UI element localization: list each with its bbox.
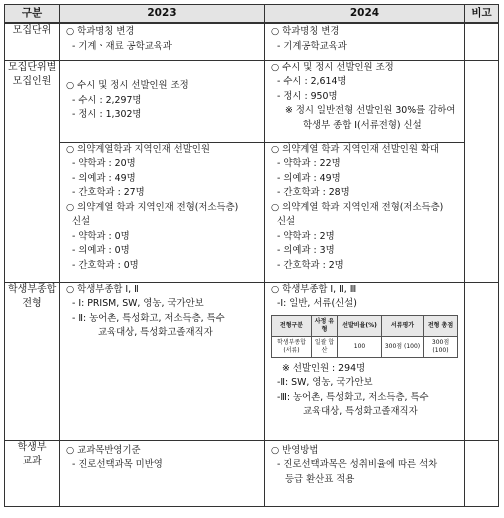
text-line: - 약학과 : 22명 — [277, 158, 341, 169]
category-label: 전형 — [22, 297, 42, 309]
text-line: 등급 환산표 적용 — [285, 473, 355, 485]
text-line: ○ 학과명칭 변경 — [66, 26, 135, 37]
subtable-header: 선발비율(%) — [338, 315, 382, 336]
remarks-cell — [465, 282, 499, 440]
text-line: ○ 의약계열학과 지역인재 선발인원 — [66, 143, 210, 155]
text-line: 신설 — [72, 216, 91, 227]
selection-subtable — [271, 315, 458, 358]
text-line: - 약학과 : 20명 — [72, 158, 136, 169]
text-line: ○ 수시 및 정시 선발인원 조정 — [271, 61, 394, 73]
table-row-unit — [5, 23, 499, 60]
remarks-cell — [465, 23, 499, 60]
text-line: ○ 학생부종합 Ⅰ, Ⅱ — [66, 283, 139, 295]
text-line: 교육대상, 특성화고졸재직자 — [98, 327, 213, 338]
text-line: - 간호학과 : 28명 — [277, 187, 350, 198]
subtable-cell: 300점 (100) — [424, 336, 458, 357]
text-line: - 약학과 : 2명 — [277, 230, 335, 242]
text-line: - 약학과 : 0명 — [72, 230, 130, 242]
cell-2023 — [60, 440, 265, 506]
subtable-cell: 일괄 합산 — [312, 336, 338, 357]
cell-2024 — [265, 60, 465, 142]
text-line: ○ 학생부종합 Ⅰ, Ⅱ, Ⅲ — [271, 283, 357, 295]
text-line: - 수시 : 2,614명 — [277, 76, 347, 87]
text-line: ○ 의약계열 학과 지역인재 전형(저소득층) — [271, 201, 444, 213]
text-line: - 의예과 : 49명 — [277, 172, 341, 184]
cell-2024 — [265, 23, 465, 60]
text-line: ※ 정시 일반전형 선발인원 30%를 감하여 — [285, 105, 456, 116]
cell-2023 — [60, 282, 265, 440]
text-line: - 기계ㆍ재료 공학교육과 — [72, 40, 172, 52]
table-row-subjects — [5, 440, 499, 506]
comparison-table — [4, 4, 499, 507]
text-line: - Ⅱ: 농어촌, 특성화고, 저소득층, 특수 — [72, 312, 225, 324]
text-line: -Ⅲ: 농어촌, 특성화고, 저소득층, 특수 — [277, 391, 429, 403]
text-line: - 간호학과 : 27명 — [72, 187, 145, 198]
subtable-header: 서류평가 — [382, 315, 424, 336]
subtable-cell: 100 — [338, 336, 382, 357]
header-2023: 2023 — [60, 5, 265, 24]
remarks-cell — [465, 60, 499, 282]
text-line: - 진로선택과목 미반영 — [72, 459, 163, 470]
text-line: - Ⅰ: PRISM, SW, 영농, 국가안보 — [72, 298, 204, 309]
cell-2024 — [265, 282, 465, 440]
cell-2023 — [60, 142, 265, 282]
category-label: 학생부종합 — [8, 283, 57, 295]
category-cell — [5, 282, 60, 440]
subtable-cell: 300점 (100) — [382, 336, 424, 357]
text-line: 신설 — [277, 216, 296, 227]
category-label: 학생부 — [17, 441, 47, 453]
remarks-cell — [465, 440, 499, 506]
text-line: - 기계공학교육과 — [277, 40, 347, 52]
text-line: - 정시 : 1,302명 — [72, 109, 142, 121]
subtable-header: 사정 유형 — [312, 315, 338, 336]
category-cell — [5, 60, 60, 282]
text-line: -Ⅰ: 일반, 서류(신설) — [277, 298, 357, 309]
subtable-header: 전형구분 — [272, 315, 312, 336]
header-remarks: 비고 — [465, 5, 499, 24]
table-header-row — [5, 5, 499, 24]
text-line: - 간호학과 : 0명 — [72, 259, 139, 271]
subtable-cell: 학생부종합 (서류) — [272, 336, 312, 357]
cell-2024 — [265, 142, 465, 282]
text-line: ※ 선발인원 : 294명 — [282, 362, 366, 374]
subtable-header: 전형 총점 — [424, 315, 458, 336]
category-label: 모집단위별 — [8, 61, 57, 73]
text-line: - 정시 : 950명 — [277, 90, 338, 102]
category-label: 모집인원 — [12, 75, 52, 87]
table-row-quota-b — [5, 142, 499, 282]
subtable-header-row — [272, 315, 458, 336]
text-line: ○ 의약계열 학과 지역인재 선발인원 확대 — [271, 143, 439, 155]
category-cell — [5, 23, 60, 60]
table-row-quota-a — [5, 60, 499, 142]
text-line: - 수시 : 2,297명 — [72, 94, 142, 106]
text-line: - 의예과 : 49명 — [72, 172, 136, 184]
text-line: - 진로선택과목은 성취비율에 따른 석차 — [277, 459, 438, 470]
cell-2023 — [60, 23, 265, 60]
category-cell — [5, 440, 60, 506]
text-line: - 간호학과 : 2명 — [277, 259, 344, 271]
text-line: 학생부 종합 Ⅰ(서류전형) 신설 — [303, 119, 422, 131]
text-line: - 의예과 : 3명 — [277, 245, 335, 256]
header-2024: 2024 — [265, 5, 465, 24]
text-line: -Ⅱ: SW, 영농, 국가안보 — [277, 377, 373, 388]
header-category: 구분 — [5, 5, 60, 24]
text-line: - 의예과 : 0명 — [72, 245, 130, 256]
category-label: 교과 — [22, 455, 42, 467]
text-line: ○ 반영방법 — [271, 444, 319, 456]
cell-2024 — [265, 440, 465, 506]
text-line: ○ 의약계열 학과 지역인재 전형(저소득층) — [66, 201, 239, 213]
table-row-comprehensive — [5, 282, 499, 440]
text-line: ○ 교과목반영기준 — [66, 444, 141, 456]
category-label: 모집단위 — [12, 25, 52, 36]
text-line: 교육대상, 특성화고졸재직자 — [303, 406, 418, 417]
subtable-row — [272, 336, 458, 357]
cell-2023 — [60, 60, 265, 142]
text-line: ○ 수시 및 정시 선발인원 조정 — [66, 80, 189, 92]
text-line: ○ 학과명칭 변경 — [271, 26, 340, 37]
